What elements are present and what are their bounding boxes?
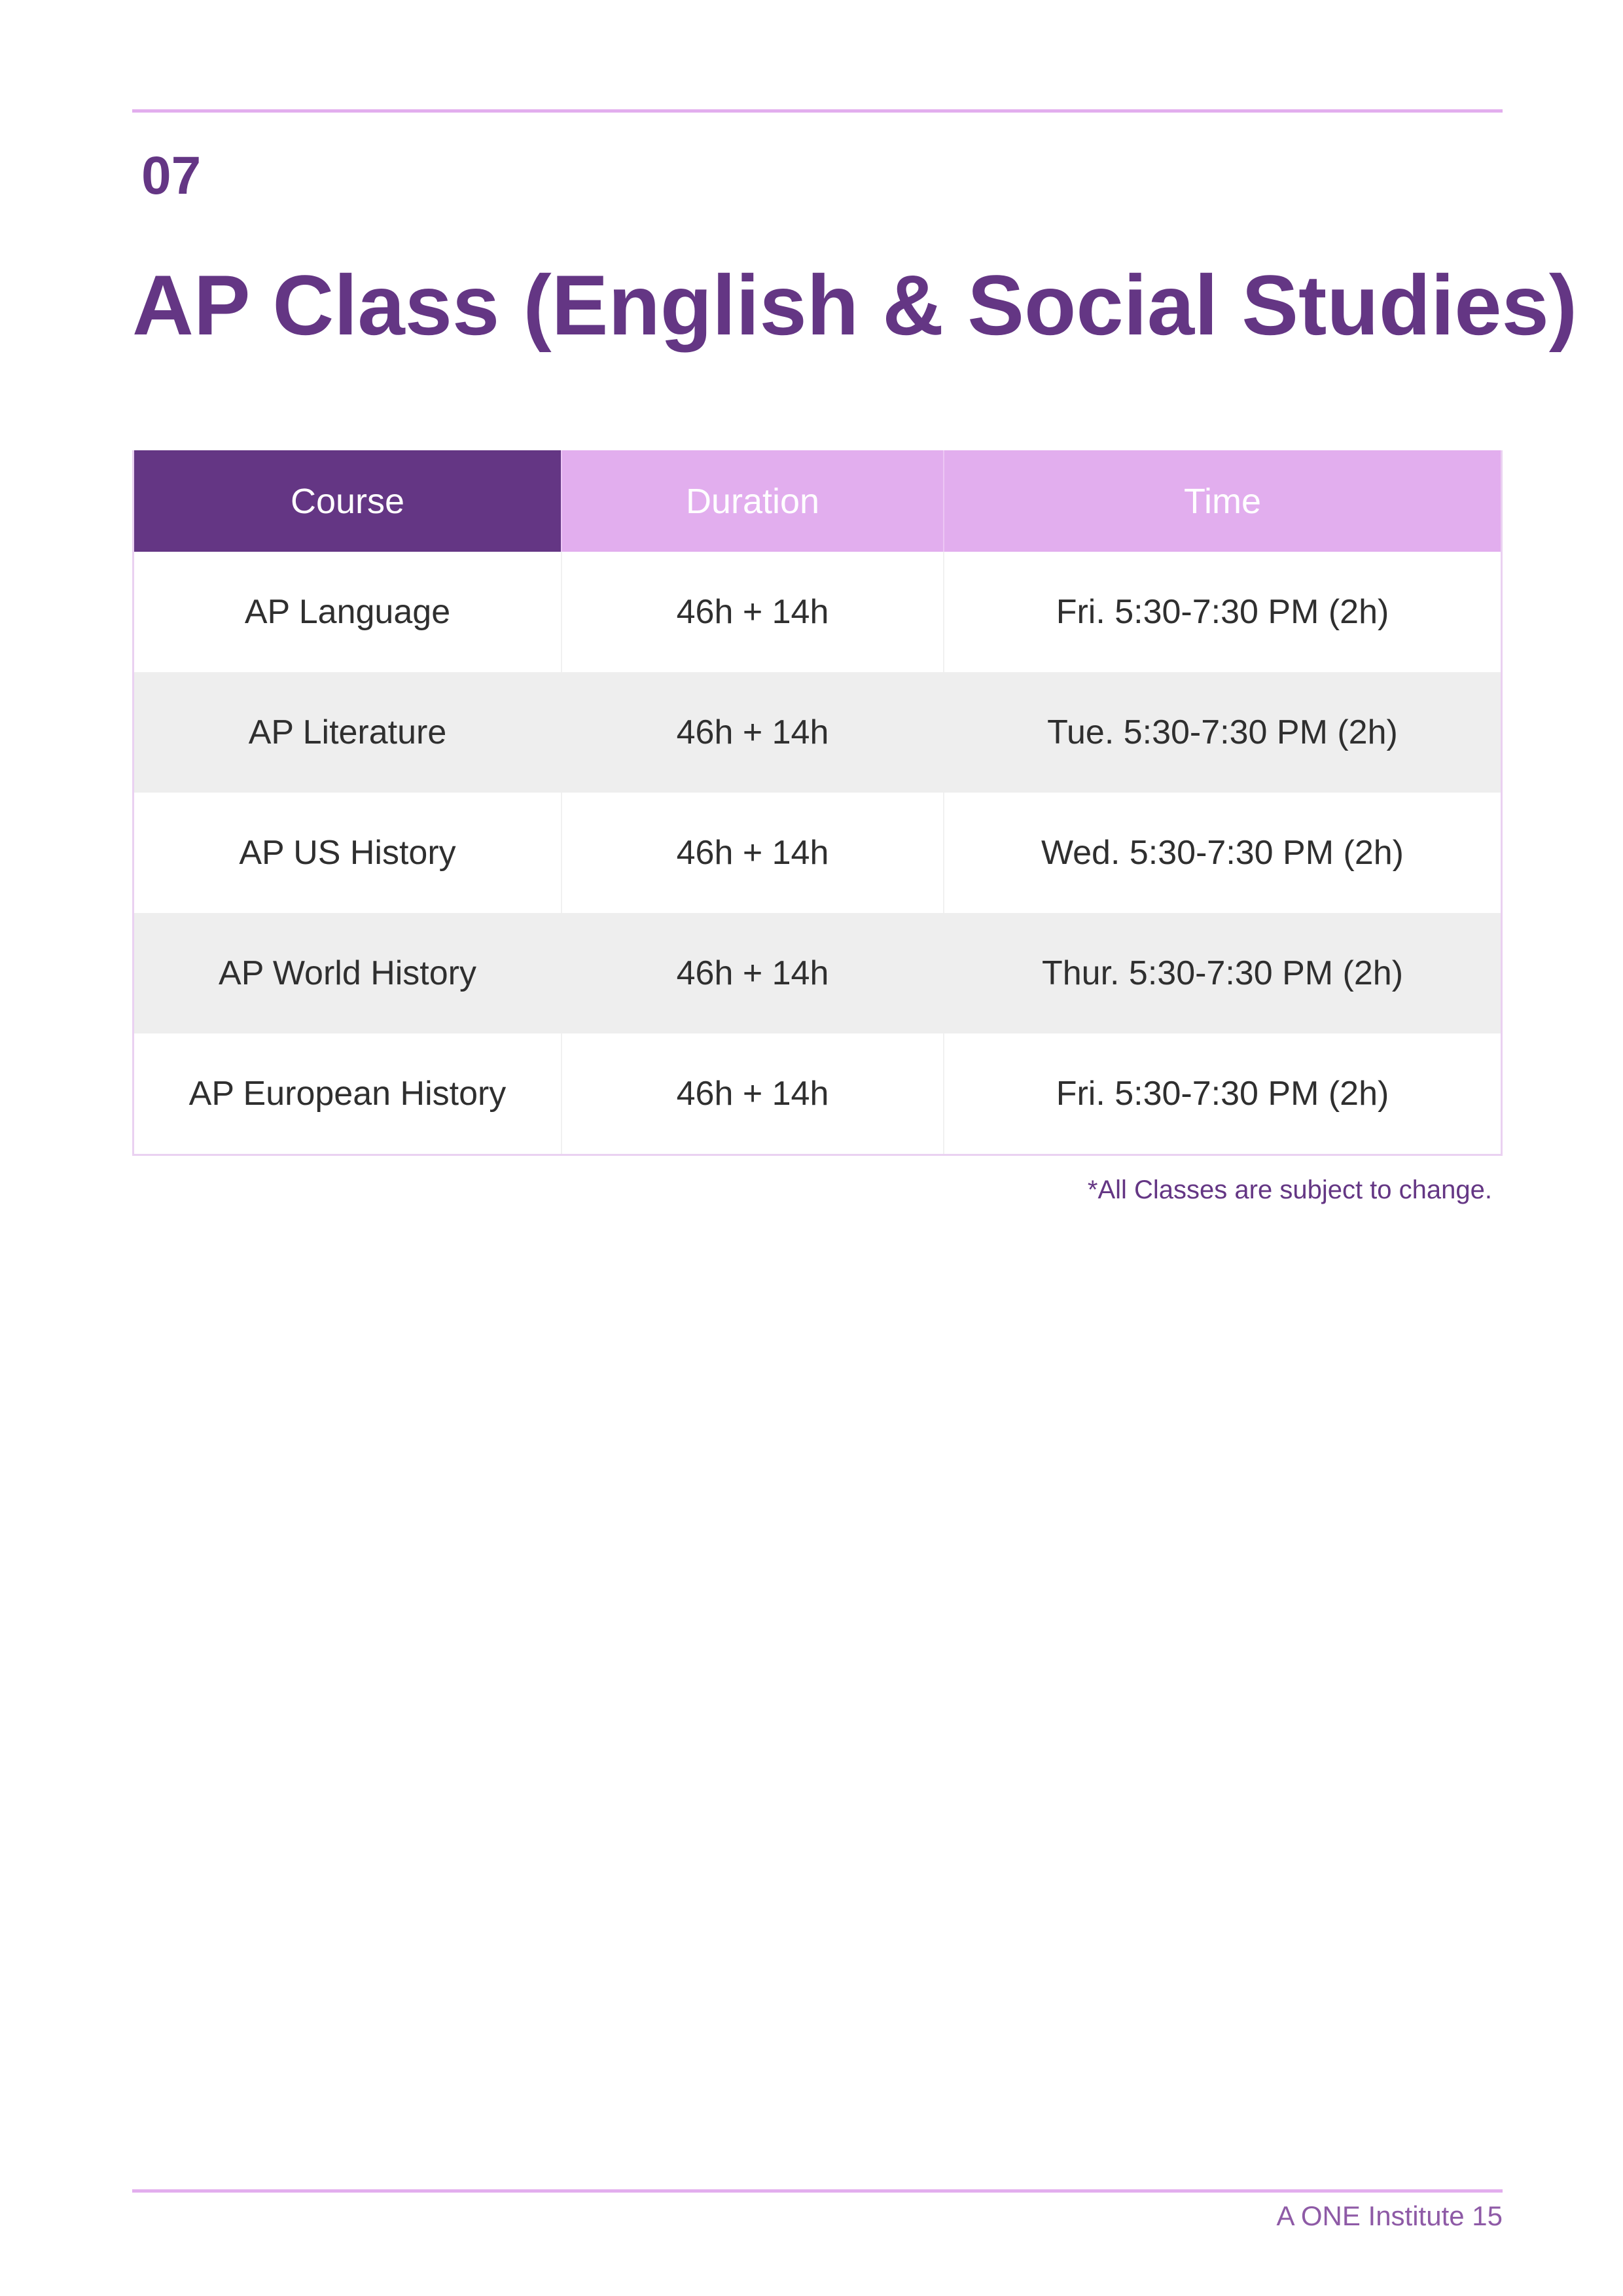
page-footer: A ONE Institute 15: [1276, 2200, 1503, 2231]
table-row: [134, 913, 1501, 1033]
time-cell: Fri. 5:30-7:30 PM (2h): [944, 552, 1501, 672]
duration-cell: 46h + 14h: [562, 672, 944, 793]
time-cell: Wed. 5:30-7:30 PM (2h): [944, 793, 1501, 913]
column-header-time: Time: [944, 450, 1501, 552]
course-cell: AP Language: [244, 593, 451, 631]
course-cell: AP Literature: [134, 672, 562, 793]
duration-cell: 46h + 14h: [562, 552, 944, 672]
course-cell: AP World History: [134, 913, 562, 1033]
table-row: [134, 1033, 1501, 1154]
bottom-divider: [132, 2189, 1503, 2193]
schedule-note: *All Classes are subject to change.: [1087, 1175, 1492, 1204]
duration-cell: 46h + 14h: [562, 913, 944, 1033]
table-row: [134, 672, 1501, 793]
time-cell: Thur. 5:30-7:30 PM (2h): [944, 913, 1501, 1033]
schedule-table: [132, 450, 1503, 1156]
table-header-row: [134, 450, 1501, 552]
course-cell: AP US History: [239, 834, 456, 872]
column-header-course: Course: [134, 450, 562, 552]
time-cell: Fri. 5:30-7:30 PM (2h): [944, 1033, 1501, 1154]
table-row: [134, 552, 1501, 672]
top-divider: [132, 109, 1503, 113]
page-title: AP Class (English & Social Studies): [132, 257, 1578, 353]
course-cell: AP European History: [188, 1075, 507, 1113]
duration-cell: 46h + 14h: [562, 1033, 944, 1154]
duration-cell: 46h + 14h: [562, 793, 944, 913]
section-number: 07: [141, 146, 202, 206]
time-cell: Tue. 5:30-7:30 PM (2h): [944, 672, 1501, 793]
table-row: [134, 793, 1501, 913]
column-header-duration: Duration: [562, 450, 944, 552]
